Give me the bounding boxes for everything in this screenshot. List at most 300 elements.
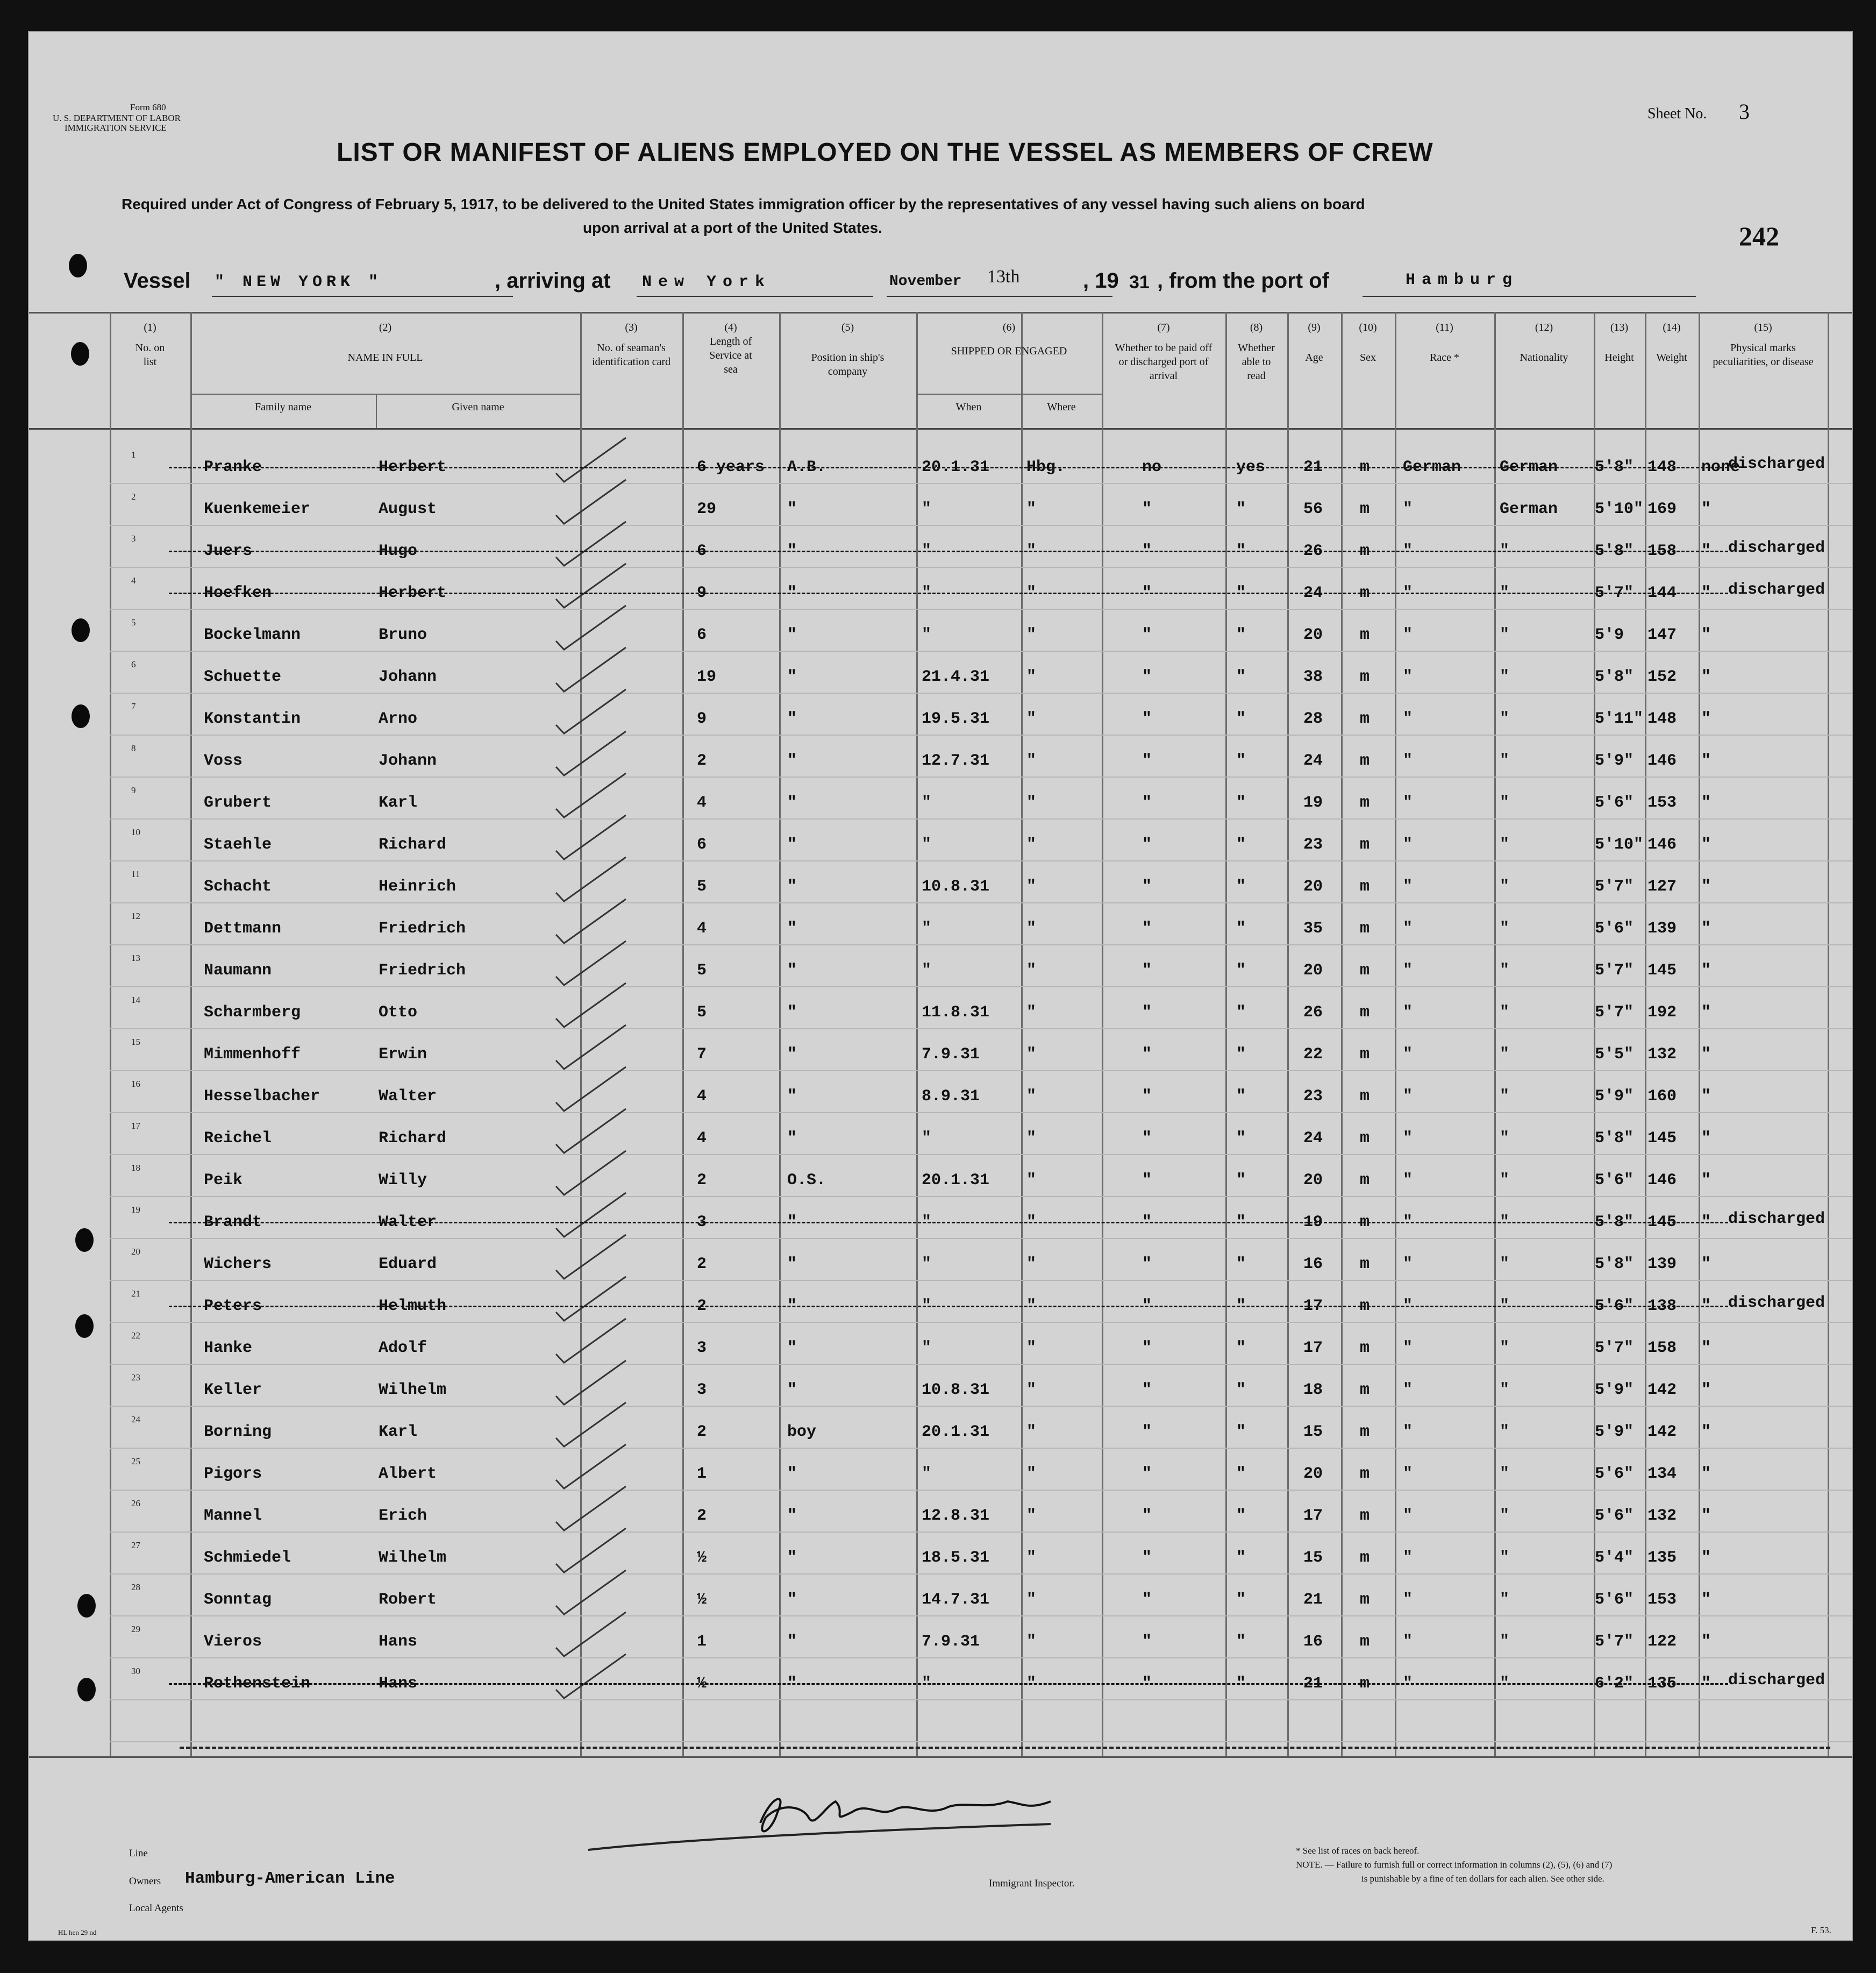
service-length: 3 — [697, 1213, 707, 1231]
paid-off: " — [1142, 1675, 1152, 1693]
race: " — [1403, 1087, 1413, 1106]
check-mark-icon — [545, 1442, 631, 1491]
able-to-read: " — [1236, 1465, 1246, 1483]
discharged-note: discharged — [1728, 1671, 1825, 1690]
shipped-where: " — [1026, 1171, 1037, 1190]
shipped-when: 20.1.31 — [922, 1171, 990, 1190]
discharged-note: discharged — [1728, 1210, 1825, 1228]
shipped-where: " — [1026, 1675, 1037, 1693]
table-row — [29, 446, 1852, 488]
given-name: Wilhelm — [379, 1549, 447, 1567]
able-to-read: " — [1236, 1255, 1246, 1273]
shipped-when: 12.8.31 — [922, 1507, 990, 1525]
col2-num: (2) — [379, 322, 392, 333]
col2-divider — [190, 394, 580, 395]
height: 5'10" — [1595, 836, 1644, 854]
sex: m — [1360, 710, 1370, 728]
sex: m — [1360, 1507, 1370, 1525]
col5-num: (5) — [841, 322, 854, 333]
age: 56 — [1303, 500, 1323, 518]
able-to-read: " — [1236, 1171, 1246, 1190]
physical-marks: " — [1701, 1339, 1711, 1357]
check-mark-icon — [545, 939, 631, 987]
race: German — [1403, 458, 1461, 476]
able-to-read: " — [1236, 1675, 1246, 1693]
shipped-where: " — [1026, 752, 1037, 770]
shipped-where: " — [1026, 1633, 1037, 1651]
row-number: 30 — [131, 1666, 140, 1676]
shipped-where: " — [1026, 584, 1037, 602]
table-top-rule — [29, 312, 1852, 314]
row-number: 12 — [131, 911, 140, 921]
height: 5'8" — [1595, 1255, 1634, 1273]
weight: 127 — [1647, 878, 1677, 896]
age: 24 — [1303, 1129, 1323, 1148]
sex: m — [1360, 1255, 1370, 1273]
position: " — [787, 1129, 797, 1148]
shipped-where: " — [1026, 1465, 1037, 1483]
shipped-where: " — [1026, 1087, 1037, 1106]
able-to-read: " — [1236, 542, 1246, 560]
physical-marks: " — [1701, 1633, 1711, 1651]
able-to-read: " — [1236, 1549, 1246, 1567]
shipped-when: 20.1.31 — [922, 458, 990, 476]
physical-marks: " — [1701, 542, 1711, 560]
physical-marks: " — [1701, 1423, 1711, 1441]
paid-off: " — [1142, 961, 1152, 980]
shipped-where: " — [1026, 1591, 1037, 1609]
row-number: 26 — [131, 1498, 140, 1508]
position: " — [787, 961, 797, 980]
table-row — [29, 1579, 1852, 1621]
weight: 169 — [1647, 500, 1677, 518]
shipped-when: " — [922, 1213, 932, 1231]
race: " — [1403, 626, 1413, 644]
age: 24 — [1303, 752, 1323, 770]
sex: m — [1360, 626, 1370, 644]
paid-off: " — [1142, 668, 1152, 686]
paid-off: " — [1142, 920, 1152, 938]
given-name: Robert — [379, 1591, 437, 1609]
physical-marks: " — [1701, 1045, 1711, 1064]
given-name: Richard — [379, 836, 447, 854]
nationality: " — [1500, 710, 1510, 728]
col2-header — [190, 320, 580, 365]
race: " — [1403, 1465, 1413, 1483]
table-row — [29, 782, 1852, 824]
sex: m — [1360, 878, 1370, 896]
row-number: 14 — [131, 995, 140, 1005]
nationality: German — [1500, 500, 1558, 518]
physical-marks: " — [1701, 668, 1711, 686]
nationality: German — [1500, 458, 1558, 476]
header-bottom-rule — [29, 428, 1852, 430]
shipped-when: " — [922, 584, 932, 602]
paid-off: " — [1142, 1465, 1152, 1483]
discharged-note: discharged — [1728, 1294, 1825, 1312]
owners-label: Owners — [129, 1876, 161, 1887]
check-mark-icon — [545, 645, 631, 694]
physical-marks: " — [1701, 500, 1711, 518]
race: " — [1403, 1339, 1413, 1357]
physical-marks: " — [1701, 1129, 1711, 1148]
able-to-read: " — [1236, 1045, 1246, 1064]
sex: m — [1360, 1171, 1370, 1190]
family-name: Naumann — [204, 961, 272, 980]
table-row — [29, 824, 1852, 866]
check-mark-icon — [545, 1149, 631, 1197]
position: " — [787, 1339, 797, 1357]
nationality: " — [1500, 1423, 1510, 1441]
position: " — [787, 1045, 797, 1064]
age: 20 — [1303, 961, 1323, 980]
nationality: " — [1500, 1087, 1510, 1106]
race: " — [1403, 542, 1413, 560]
race: " — [1403, 1045, 1413, 1064]
able-to-read: " — [1236, 1129, 1246, 1148]
shipped-when: 11.8.31 — [922, 1003, 990, 1022]
col1-num: (1) — [144, 322, 156, 333]
paid-off: " — [1142, 1129, 1152, 1148]
paid-off: " — [1142, 1297, 1152, 1315]
paid-off: " — [1142, 1003, 1152, 1022]
nationality: " — [1500, 1129, 1510, 1148]
check-mark-icon — [545, 1191, 631, 1239]
position: " — [787, 626, 797, 644]
binder-hole — [72, 704, 90, 728]
col15-label: Physical marks peculiarities, or disease — [1713, 342, 1814, 368]
weight: 134 — [1647, 1465, 1677, 1483]
given-name: Karl — [379, 794, 418, 812]
age: 16 — [1303, 1255, 1323, 1273]
position: " — [787, 920, 797, 938]
table-row — [29, 530, 1852, 572]
physical-marks: none — [1701, 458, 1741, 476]
service-length: 9 — [697, 584, 707, 602]
shipped-where: " — [1026, 500, 1037, 518]
given-name: Helmuth — [379, 1297, 447, 1315]
race: " — [1403, 836, 1413, 854]
weight: 148 — [1647, 710, 1677, 728]
check-mark-icon — [545, 981, 631, 1029]
closing-line — [180, 1747, 1830, 1749]
col6-label: SHIPPED OR ENGAGED — [951, 345, 1067, 357]
shipped-when: 7.9.31 — [922, 1633, 980, 1651]
table-row — [29, 866, 1852, 908]
given-name: Walter — [379, 1087, 437, 1106]
table-row — [29, 656, 1852, 698]
position: " — [787, 1003, 797, 1022]
col6-divider — [916, 394, 1102, 395]
service-length: 4 — [697, 794, 707, 812]
binder-hole — [77, 1594, 96, 1618]
weight: 158 — [1647, 1339, 1677, 1357]
service-length: 2 — [697, 1297, 707, 1315]
form-code: F. 53. — [1811, 1925, 1831, 1935]
age: 26 — [1303, 542, 1323, 560]
col6-where-header: Where — [1047, 401, 1076, 413]
nationality: " — [1500, 1465, 1510, 1483]
col5-header — [779, 320, 916, 379]
col13-num: (13) — [1610, 322, 1629, 333]
given-name: Johann — [379, 752, 437, 770]
position: " — [787, 542, 797, 560]
owners-value: Hamburg-American Line — [185, 1869, 395, 1888]
nationality: " — [1500, 1213, 1510, 1231]
row-number: 23 — [131, 1372, 140, 1383]
col3-num: (3) — [625, 322, 638, 333]
race: " — [1403, 1633, 1413, 1651]
sex: m — [1360, 1465, 1370, 1483]
weight: 135 — [1647, 1549, 1677, 1567]
weight: 139 — [1647, 920, 1677, 938]
service-length: 9 — [697, 710, 707, 728]
row-number: 25 — [131, 1456, 140, 1466]
check-mark-icon — [545, 436, 631, 484]
height: 5'8" — [1595, 1129, 1634, 1148]
col3-header — [580, 320, 682, 369]
col1-header — [110, 320, 190, 369]
year-suffix: 31 — [1129, 272, 1150, 293]
race: " — [1403, 752, 1413, 770]
col9-num: (9) — [1308, 322, 1321, 333]
service-length: 29 — [697, 500, 717, 518]
given-name: Arno — [379, 710, 418, 728]
weight: 158 — [1647, 542, 1677, 560]
date-underline — [887, 296, 1112, 297]
position: " — [787, 710, 797, 728]
weight: 138 — [1647, 1297, 1677, 1315]
able-to-read: " — [1236, 920, 1246, 938]
given-name: Friedrich — [379, 961, 466, 980]
weight: 142 — [1647, 1381, 1677, 1399]
height: 5'7" — [1595, 584, 1634, 602]
printer-code: HL hen 29 nd — [58, 1928, 97, 1936]
age: 20 — [1303, 1171, 1323, 1190]
family-name: Schuette — [204, 668, 282, 686]
col12-label: Nationality — [1520, 352, 1568, 364]
weight: 145 — [1647, 1213, 1677, 1231]
row-number: 1 — [131, 450, 136, 460]
able-to-read: " — [1236, 1087, 1246, 1106]
col13-label: Height — [1604, 352, 1634, 364]
nationality: " — [1500, 1297, 1510, 1315]
sex: m — [1360, 1045, 1370, 1064]
height: 5'9" — [1595, 1381, 1634, 1399]
shipped-when: " — [922, 500, 932, 518]
family-name: Hoefken — [204, 584, 272, 602]
height: 5'9" — [1595, 1423, 1634, 1441]
sheet-label: Sheet No. — [1647, 105, 1707, 122]
family-name: Vieros — [204, 1633, 262, 1651]
row-number: 22 — [131, 1330, 140, 1341]
able-to-read: " — [1236, 668, 1246, 686]
fine-note-1: NOTE. — Failure to furnish full or correct information in columns (2), (5), (6) and (7) — [1296, 1860, 1613, 1870]
paid-off: " — [1142, 836, 1152, 854]
race: " — [1403, 961, 1413, 980]
race: " — [1403, 1255, 1413, 1273]
position: " — [787, 1591, 797, 1609]
able-to-read: " — [1236, 1423, 1246, 1441]
row-number: 18 — [131, 1163, 140, 1173]
nationality: " — [1500, 1381, 1510, 1399]
sex: m — [1360, 668, 1370, 686]
physical-marks: " — [1701, 794, 1711, 812]
sex: m — [1360, 1339, 1370, 1357]
shipped-when: " — [922, 542, 932, 560]
paid-off: " — [1142, 878, 1152, 896]
family-name: Pigors — [204, 1465, 262, 1483]
col11-header — [1395, 320, 1494, 365]
age: 28 — [1303, 710, 1323, 728]
from-label: , from the port of — [1157, 269, 1329, 293]
col9-header — [1287, 320, 1341, 365]
col13-header — [1594, 320, 1645, 365]
given-name: Walter — [379, 1213, 437, 1231]
height: 5'6" — [1595, 1507, 1634, 1525]
form-number: Form 680 — [130, 102, 166, 112]
nationality: " — [1500, 920, 1510, 938]
able-to-read: " — [1236, 1591, 1246, 1609]
row-number: 17 — [131, 1121, 140, 1131]
height: 6'2" — [1595, 1675, 1634, 1693]
paid-off: " — [1142, 794, 1152, 812]
able-to-read: " — [1236, 1213, 1246, 1231]
paid-off: " — [1142, 1381, 1152, 1399]
nationality: " — [1500, 878, 1510, 896]
col4-header — [682, 320, 779, 376]
check-mark-icon — [545, 519, 631, 568]
sex: m — [1360, 1381, 1370, 1399]
nationality: " — [1500, 584, 1510, 602]
race: " — [1403, 1129, 1413, 1148]
weight: 146 — [1647, 836, 1677, 854]
race: " — [1403, 710, 1413, 728]
age: 23 — [1303, 836, 1323, 854]
paid-off: " — [1142, 1549, 1152, 1567]
age: 20 — [1303, 1465, 1323, 1483]
able-to-read: " — [1236, 1381, 1246, 1399]
col10-header — [1341, 320, 1395, 365]
row-rule — [110, 1741, 1852, 1742]
age: 35 — [1303, 920, 1323, 938]
service-length: ½ — [697, 1675, 707, 1693]
sex: m — [1360, 1591, 1370, 1609]
physical-marks: " — [1701, 878, 1711, 896]
col11-label: Race * — [1430, 352, 1459, 364]
height: 5'5" — [1595, 1045, 1634, 1064]
col5-label: Position in ship's company — [811, 352, 884, 377]
weight: 147 — [1647, 626, 1677, 644]
position: " — [787, 1465, 797, 1483]
age: 15 — [1303, 1423, 1323, 1441]
binder-hole — [75, 1228, 94, 1252]
service-length: 7 — [697, 1045, 707, 1064]
physical-marks: " — [1701, 1003, 1711, 1022]
position: " — [787, 794, 797, 812]
paid-off: no — [1142, 458, 1162, 476]
sex: m — [1360, 1087, 1370, 1106]
table-row — [29, 1369, 1852, 1411]
nationality: " — [1500, 1633, 1510, 1651]
height: 5'6" — [1595, 1591, 1634, 1609]
physical-marks: " — [1701, 836, 1711, 854]
service-length: 6 — [697, 836, 707, 854]
weight: 145 — [1647, 1129, 1677, 1148]
given-name: Bruno — [379, 626, 427, 644]
row-number: 11 — [131, 869, 140, 879]
vessel-underline — [212, 296, 513, 297]
nationality: " — [1500, 1507, 1510, 1525]
col6-when-header: When — [955, 401, 982, 413]
col4-num: (4) — [724, 322, 737, 333]
height: 5'6" — [1595, 920, 1634, 938]
table-row — [29, 908, 1852, 950]
able-to-read: " — [1236, 961, 1246, 980]
given-name: Hans — [379, 1633, 418, 1651]
sex: m — [1360, 961, 1370, 980]
weight: 139 — [1647, 1255, 1677, 1273]
shipped-where: " — [1026, 1423, 1037, 1441]
row-number: 10 — [131, 827, 140, 837]
given-name: Albert — [379, 1465, 437, 1483]
weight: 145 — [1647, 961, 1677, 980]
shipped-where: " — [1026, 1381, 1037, 1399]
family-name: Rothenstein — [204, 1675, 311, 1693]
height: 5'8" — [1595, 458, 1634, 476]
age: 16 — [1303, 1633, 1323, 1651]
sheet-number: 3 — [1739, 99, 1750, 124]
weight: 132 — [1647, 1507, 1677, 1525]
local-agents-label: Local Agents — [129, 1903, 183, 1914]
given-name: Otto — [379, 1003, 418, 1022]
col7-label: Whether to be paid off or discharged port of arrival — [1115, 342, 1212, 382]
from-port: Hamburg — [1406, 271, 1519, 289]
binder-hole — [71, 342, 89, 366]
paid-off: " — [1142, 1087, 1152, 1106]
nationality: " — [1500, 542, 1510, 560]
service-length: 6 years — [697, 458, 765, 476]
family-name: Pranke — [204, 458, 262, 476]
strike-through-line — [169, 1306, 1728, 1307]
position: " — [787, 1381, 797, 1399]
nationality: " — [1500, 1171, 1510, 1190]
age: 38 — [1303, 668, 1323, 686]
vessel-label: Vessel — [124, 269, 191, 293]
service-length: 1 — [697, 1465, 707, 1483]
height: 5'8" — [1595, 668, 1634, 686]
paid-off: " — [1142, 542, 1152, 560]
height: 5'6" — [1595, 1171, 1634, 1190]
weight: 122 — [1647, 1633, 1677, 1651]
position: " — [787, 752, 797, 770]
shipped-when: 7.9.31 — [922, 1045, 980, 1064]
physical-marks: " — [1701, 920, 1711, 938]
paid-off: " — [1142, 752, 1152, 770]
discharged-note: discharged — [1728, 581, 1825, 599]
check-mark-icon — [545, 1610, 631, 1658]
weight: 152 — [1647, 668, 1677, 686]
weight: 148 — [1647, 458, 1677, 476]
physical-marks: " — [1701, 1171, 1711, 1190]
col7-header — [1102, 320, 1225, 383]
race: " — [1403, 1213, 1413, 1231]
family-name: Dettmann — [204, 920, 282, 938]
sex: m — [1360, 1675, 1370, 1693]
height: 5'7" — [1595, 1003, 1634, 1022]
position: O.S. — [787, 1171, 826, 1190]
line-label: Line — [129, 1848, 148, 1859]
